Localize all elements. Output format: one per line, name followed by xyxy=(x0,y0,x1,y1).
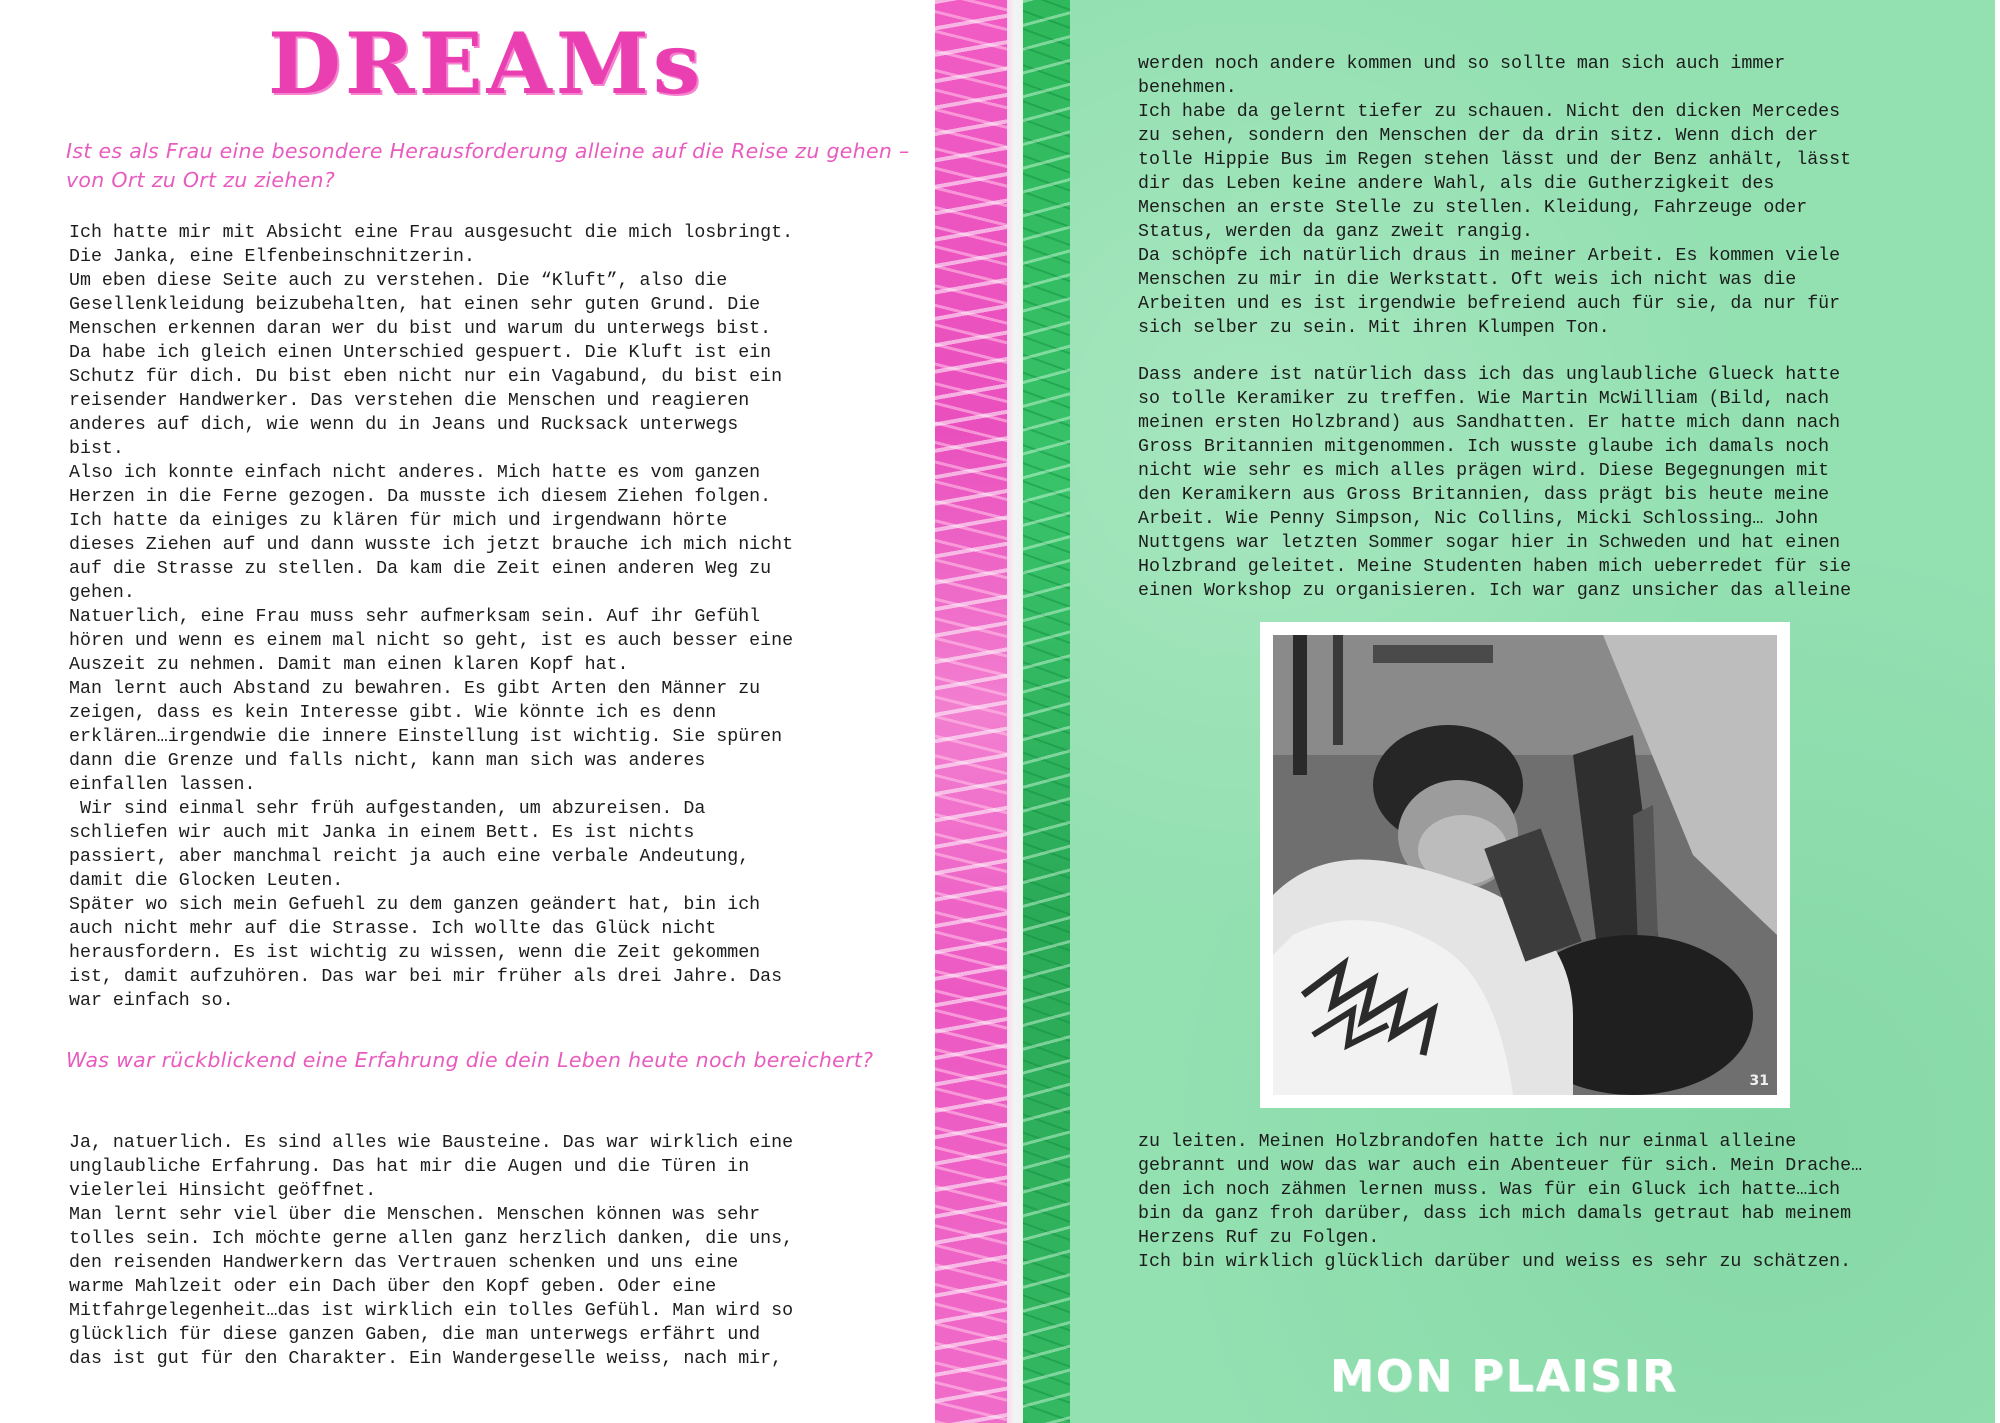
left-page xyxy=(0,0,935,1423)
spine-fold xyxy=(1007,0,1023,1423)
interview-question-2: Was war rückblickend eine Erfahrung die dein Leben heute noch bereichert? xyxy=(66,1048,874,1072)
interview-question-1: Ist es als Frau eine besondere Herausforderung alleine auf die Reise zu gehen – von Ort zu Ort zu ziehen? xyxy=(66,139,910,192)
spine-binding xyxy=(935,0,1070,1423)
spine-green-pattern xyxy=(1023,0,1070,1423)
footer-title: MON PLAISIR xyxy=(1330,1351,1678,1402)
photo-frame xyxy=(1260,622,1790,1108)
spine-pink-pattern xyxy=(935,0,1007,1423)
photo-image xyxy=(1273,635,1777,1095)
page-edge xyxy=(1995,0,2000,1423)
interview-paragraph-ceramicists: Dass andere ist natürlich dass ich das unglaubliche Glueck hatte so tolle Keramiker zu treffen. Wie Martin McWilliam (Bild, nach meinen ersten Holzbrand) aus Sandhatten. Er hatte mich dann nach Gross Britannien mitgenommen. Ich wusste glaube ich damals noch nicht wie sehr es mich alles prägen wird. Diese Begegnungen mit den Keramikern aus Gross Britannien, dass prägt bis heute meine Arbeit. Wie Penny Simpson, Nic Collins, Micki Schlossing… John Nuttgens war letzten Sommer sogar hier in Schweden und hat einen Holzbrand geleitet. Meine Studenten haben mich ueberredet für sie einen Workshop zu organisieren. Ich war ganz unsicher das alleine xyxy=(1138,365,1852,601)
page-title: DREAMs xyxy=(268,14,705,113)
interview-answer-2: Ja, natuerlich. Es sind alles wie Bausteine. Das war wirklich eine unglaubliche Erfahrung. Das hat mir die Augen und die Türen in vielerlei Hinsicht geöffnet. Man lernt sehr viel über die Menschen. Menschen können was sehr tolles sein. Ich möchte gerne allen ganz herzlich danken, die uns, den reisenden Handwerkern das Vertrauen schenken und uns eine warme Mahlzeit oder ein Dach über den Kopf geben. Oder eine Mitfahrgelegenheit…das ist wirklich ein tolles Gefühl. Man wird so glücklich für diese ganzen Gaben, die man unterwegs erfährt und das ist gut für den Charakter. Ein Wandergeselle weiss, nach mir, xyxy=(69,1133,794,1369)
photo-sleeping-person xyxy=(1273,635,1777,1095)
right-page xyxy=(1070,0,2000,1423)
interview-answer-1: Ich hatte mir mit Absicht eine Frau ausgesucht die mich losbringt. Die Janka, eine Elfenbeinschnitzerin. Um eben diese Seite auch zu verstehen. Die “Kluft”, also die Gesellenkleidung beizubehalten, hat einen sehr guten Grund. Die Menschen erkennen daran wer du bist und warum du unterwegs bist. Da habe ich gleich einen Unterschied gespuert. Die Kluft ist ein Schutz für dich. Du bist eben nicht nur ein Vagabund, du bist ein reisender Handwerker. Das verstehen die Menschen und reagieren anderes auf dich, wie wenn du in Jeans und Rucksack unterwegs bist. Also ich konnte einfach nicht anderes. Mich hatte es vom ganzen Herzen in die Ferne gezogen. Da musste ich diesem Ziehen folgen. Ich hatte da einiges zu klären für mich und irgendwann hörte dieses Ziehen auf und dann wusste ich jetzt brauche ich mich nicht auf die Strasse zu stellen. Da kam die Zeit einen anderen Weg zu gehen. Natuerlich, eine Frau muss sehr aufmerksam sein. Auf ihr Gefühl hören und wenn es einem mal nicht so geht, ist es auch besser eine Auszeit zu nehmen. Damit man einen klaren Kopf hat. Man lernt auch Abstand zu bewahren. Es gibt Arten den Männer zu zeigen, dass es kein Interesse gibt. Wie könnte ich es denn erklären…irgendwie die innere Einstellung ist wichtig. Sie spüren dann die Grenze und falls nicht, kann man sich was anderes einfallen lassen. Wir sind einmal sehr früh aufgestanden, um abzureisen. Da schliefen wir auch mit Janka in einem Bett. Es ist nichts passiert, aber manchmal reicht ja auch eine verbale Andeutung, damit die Glocken Leuten. Später wo sich mein Gefuehl zu dem ganzen geändert hat, bin ich auch nicht mehr auf die Strasse. Ich wollte das Glück nicht herausfordern. Es ist wichtig zu wissen, wenn die Zeit gekommen ist, damit aufzuhören. Das war bei mir früher als drei Jahre. Das war einfach so. xyxy=(69,223,794,1011)
interview-paragraph-closing: zu leiten. Meinen Holzbrandofen hatte ich nur einmal alleine gebrannt und wow das war auch ein Abenteuer für sich. Mein Drache… den ich noch zähmen lernen muss. Was für ein Gluck ich hatte…ich bin da ganz froh darüber, dass ich mich damals getraut hab meinem Herzens Ruf zu Folgen. Ich bin wirklich glücklich darüber und weiss es sehr zu schätzen. xyxy=(1138,1132,1863,1272)
photo-page-number: 31 xyxy=(1749,1073,1769,1089)
interview-answer-2-continued: werden noch andere kommen und so sollte man sich auch immer benehmen. Ich habe da gelernt tiefer zu schauen. Nicht den dicken Mercedes zu sehen, sondern den Menschen der da drin sitz. Wenn dich der tolle Hippie Bus im Regen stehen lässt und der Benz anhält, lässt dir das Leben keine andere Wahl, als die Gutherzigkeit des Menschen an erste Stelle zu stellen. Kleidung, Fahrzeuge oder Status, werden da ganz zweit rangig. Da schöpfe ich natürlich draus in meiner Arbeit. Es kommen viele Menschen zu mir in die Werkstatt. Oft weis ich nicht was die Arbeiten und es ist irgendwie befreiend auch für sie, da nur für sich selber zu sein. Mit ihren Klumpen Ton. xyxy=(1138,54,1852,338)
